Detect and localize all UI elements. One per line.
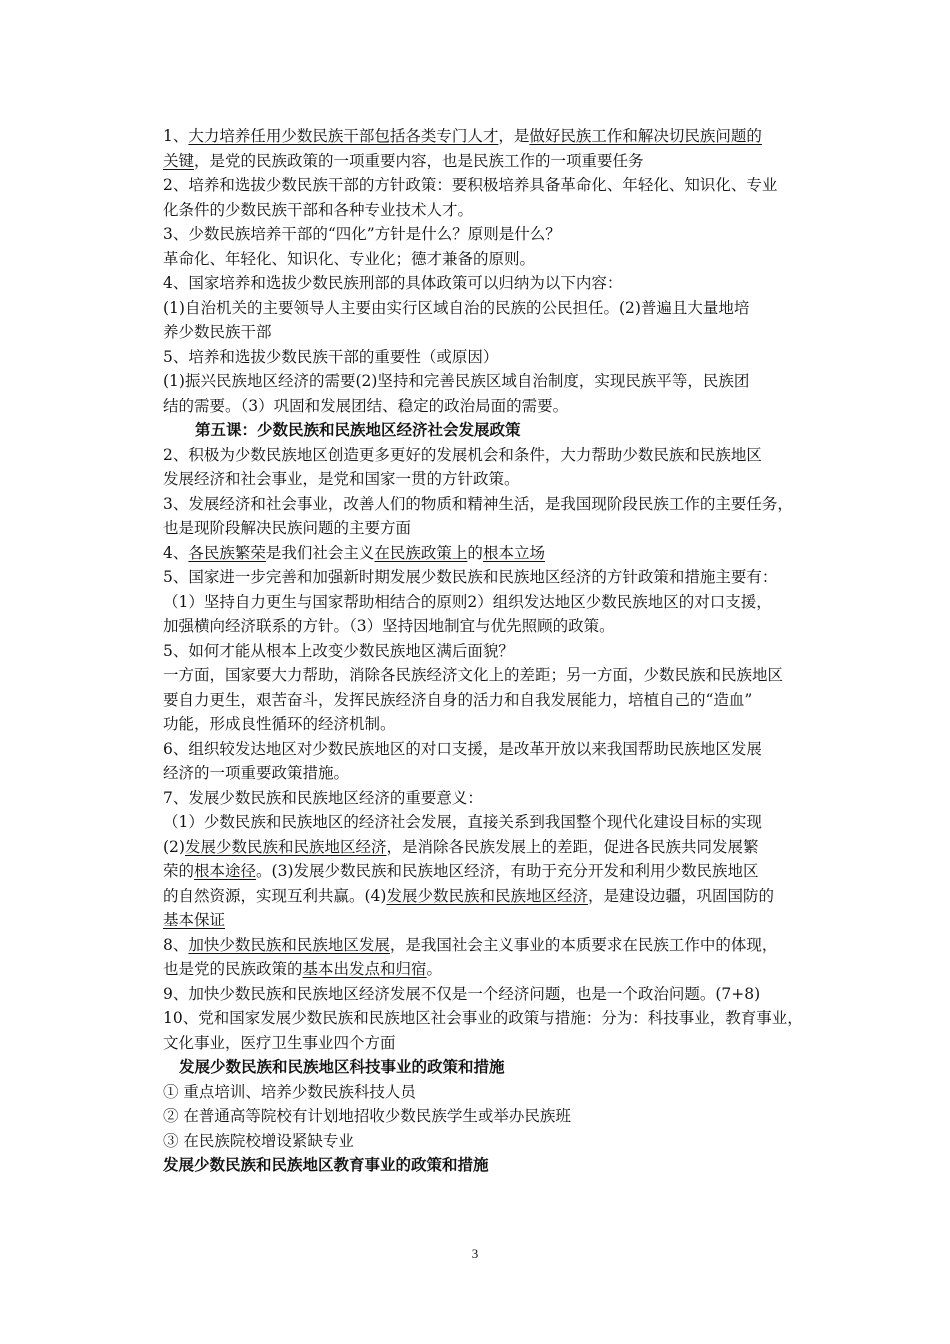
section-heading xyxy=(163,1055,823,1080)
text-segment: 要自力更生，艰苦奋斗，发挥民族经济自身的活力和自我发展能力，培植自己的“造血” xyxy=(163,690,753,709)
text-line xyxy=(163,467,823,492)
text-line xyxy=(163,835,823,860)
text-segment: ，是党的民族政策的一项重要内容，也是民族工作的一项重要任务 xyxy=(194,151,644,170)
underlined-text: 在民族政策上 xyxy=(374,543,468,562)
text-line xyxy=(163,516,823,541)
text-segment: (1)自治机关的主要领导人主要由实行区域自治的民族的公民担任。(2)普遍且大量地培 xyxy=(163,298,750,317)
text-segment: 发展少数民族和民族地区教育事业的政策和措施 xyxy=(163,1155,489,1174)
document-body xyxy=(163,124,823,1178)
text-line xyxy=(163,614,823,639)
underlined-text: 发展少数民族和民族地区经济 xyxy=(184,837,387,856)
text-line xyxy=(163,884,823,909)
text-segment: （1）少数民族和民族地区的经济社会发展，直接关系到我国整个现代化建设目标的实现 xyxy=(163,813,762,831)
text-segment: 第五课：少数民族和民族地区经济社会发展政策 xyxy=(195,420,521,439)
text-segment: 。(3)发展少数民族和民族地区经济，有助于充分开发和利用少数民族地区 xyxy=(256,862,759,880)
text-segment: 发展经济和社会事业，是党和国家一贯的方针政策。 xyxy=(163,470,520,488)
text-segment: 经济的一项重要政策措施。 xyxy=(163,764,350,782)
text-segment: 荣的 xyxy=(163,862,195,880)
text-line xyxy=(163,173,823,198)
underlined-text: 根本立场 xyxy=(482,543,545,562)
text-segment: 2、积极为少数民族地区创造更多更好的发展机会和条件，大力帮助少数民族和民族地区 xyxy=(163,445,762,464)
text-line xyxy=(163,737,823,762)
text-line xyxy=(163,859,823,884)
underlined-text: 大力培养任用少数民族干部包括各类专门人才 xyxy=(188,127,499,145)
text-line xyxy=(163,712,823,737)
text-segment: ，是 xyxy=(498,127,530,145)
text-segment: (2) xyxy=(163,837,185,856)
text-segment: 10、党和国家发展少数民族和民族地区社会事业的政策与措施：分为：科技事业，教育事业， xyxy=(163,1009,803,1027)
text-segment: 8、 xyxy=(163,935,189,954)
text-line xyxy=(163,198,823,223)
text-segment: ① 重点培训、培养少数民族科技人员 xyxy=(163,1082,416,1101)
text-line xyxy=(163,124,823,149)
text-segment: 1、 xyxy=(163,127,189,145)
text-segment: 3、发展经济和社会事业，改善人们的物质和精神生活，是我国现阶段民族工作的主要任务， xyxy=(163,494,793,513)
text-line xyxy=(163,1031,823,1056)
text-line xyxy=(163,810,823,835)
text-line xyxy=(163,933,823,958)
text-segment: 加强横向经济联系的方针。（3）坚持因地制宜与优先照顾的政策。 xyxy=(163,617,615,635)
text-segment: 5、培养和选拔少数民族干部的重要性（或原因） xyxy=(163,347,499,366)
text-segment: 4、 xyxy=(163,543,189,562)
text-segment: （1）坚持自力更生与国家帮助相结合的原则2）组织发达地区少数民族地区的对口支援， xyxy=(163,592,772,611)
text-segment: 7、发展少数民族和民族地区经济的重要意义： xyxy=(163,788,483,807)
text-segment: 发展少数民族和民族地区科技事业的政策和措施 xyxy=(179,1057,505,1076)
text-segment: 5、国家进一步完善和加强新时期发展少数民族和民族地区经济的方针政策和措施主要有： xyxy=(163,568,778,586)
underlined-text: 根本途径 xyxy=(194,862,257,880)
text-segment: 功能，形成良性循环的经济机制。 xyxy=(163,715,396,733)
text-line xyxy=(163,786,823,811)
text-line xyxy=(163,394,823,419)
underlined-text: 加快少数民族和民族地区发展 xyxy=(188,935,390,954)
text-segment: 4、国家培养和选拔少数民族刑部的具体政策可以归纳为以下内容： xyxy=(163,274,623,292)
text-segment: 也是现阶段解决民族问题的主要方面 xyxy=(163,519,412,537)
text-segment: ，是我国社会主义事业的本质要求在民族工作中的体现， xyxy=(389,935,778,954)
text-segment: (1)振兴民族地区经济的需要(2)坚持和完善民族区域自治制度，实现民族平等，民族团 xyxy=(163,372,750,390)
text-segment: ，是消除各民族发展上的差距，促进各民族共同发展繁 xyxy=(386,837,759,856)
text-segment: 6、组织较发达地区对少数民族地区的对口支援，是改革开放以来我国帮助民族地区发展 xyxy=(163,739,762,758)
text-segment: 是我们社会主义 xyxy=(265,543,375,562)
text-segment: 文化事业，医疗卫生事业四个方面 xyxy=(163,1033,396,1052)
page-number: 3 xyxy=(471,1246,479,1261)
text-line xyxy=(163,565,823,590)
text-line xyxy=(163,761,823,786)
section-heading xyxy=(163,1153,823,1178)
text-line xyxy=(163,982,823,1007)
text-line xyxy=(163,296,823,321)
text-segment: 9、加快少数民族和民族地区经济发展不仅是一个经济问题，也是一个政治问题。(7+8) xyxy=(163,984,761,1003)
text-segment: 5、如何才能从根本上改变少数民族地区满后面貌？ xyxy=(163,641,514,660)
text-line xyxy=(163,541,823,566)
text-segment: 2、培养和选拔少数民族干部的方针政策：要积极培养具备革命化、年轻化、知识化、专业 xyxy=(163,176,778,194)
text-segment: 3、少数民族培养干部的“四化”方针是什么？原则是什么？ xyxy=(163,225,561,243)
text-line xyxy=(163,957,823,982)
text-line xyxy=(163,590,823,615)
text-line xyxy=(163,149,823,174)
text-line xyxy=(163,271,823,296)
text-line xyxy=(163,688,823,713)
text-segment: 结的需要。（3）巩固和发展团结、稳定的政治局面的需要。 xyxy=(163,396,569,415)
text-segment: 。 xyxy=(426,960,443,978)
text-segment: 革命化、年轻化、知识化、专业化；德才兼备的原则。 xyxy=(163,249,536,268)
text-line xyxy=(163,369,823,394)
text-line xyxy=(163,345,823,370)
underlined-text: 发展少数民族和民族地区经济 xyxy=(386,886,588,905)
underlined-text: 基本出发点和归宿 xyxy=(302,960,427,978)
text-line xyxy=(163,492,823,517)
underlined-text: 基本保证 xyxy=(163,911,226,929)
text-segment: 养少数民族干部 xyxy=(163,323,272,341)
text-segment: 的自然资源，实现互利共赢。(4) xyxy=(163,886,387,905)
text-segment: 一方面，国家要大力帮助，消除各民族经济文化上的差距；另一方面，少数民族和民族地区 xyxy=(163,666,784,684)
text-segment: ，是建设边疆，巩固国防的 xyxy=(587,886,774,905)
text-line xyxy=(163,222,823,247)
text-line xyxy=(163,247,823,272)
text-line xyxy=(163,663,823,688)
list-item xyxy=(163,1129,823,1154)
underlined-text: 关键 xyxy=(163,151,195,170)
text-segment: ② 在普通高等院校有计划地招收少数民族学生或举办民族班 xyxy=(163,1107,571,1125)
text-segment: ③ 在民族院校增设紧缺专业 xyxy=(163,1131,354,1150)
text-line xyxy=(163,639,823,664)
list-item xyxy=(163,1104,823,1129)
text-segment: 化条件的少数民族干部和各种专业技术人才。 xyxy=(163,200,474,219)
text-segment: 的 xyxy=(467,543,483,562)
text-line xyxy=(163,320,823,345)
underlined-text: 各民族繁荣 xyxy=(188,543,266,562)
text-line xyxy=(163,443,823,468)
section-heading xyxy=(163,418,823,443)
list-item xyxy=(163,1080,823,1105)
text-line xyxy=(163,908,823,933)
underlined-text: 做好民族工作和解决切民族问题的 xyxy=(529,127,762,145)
text-line xyxy=(163,1006,823,1031)
text-segment: 也是党的民族政策的 xyxy=(163,960,303,978)
